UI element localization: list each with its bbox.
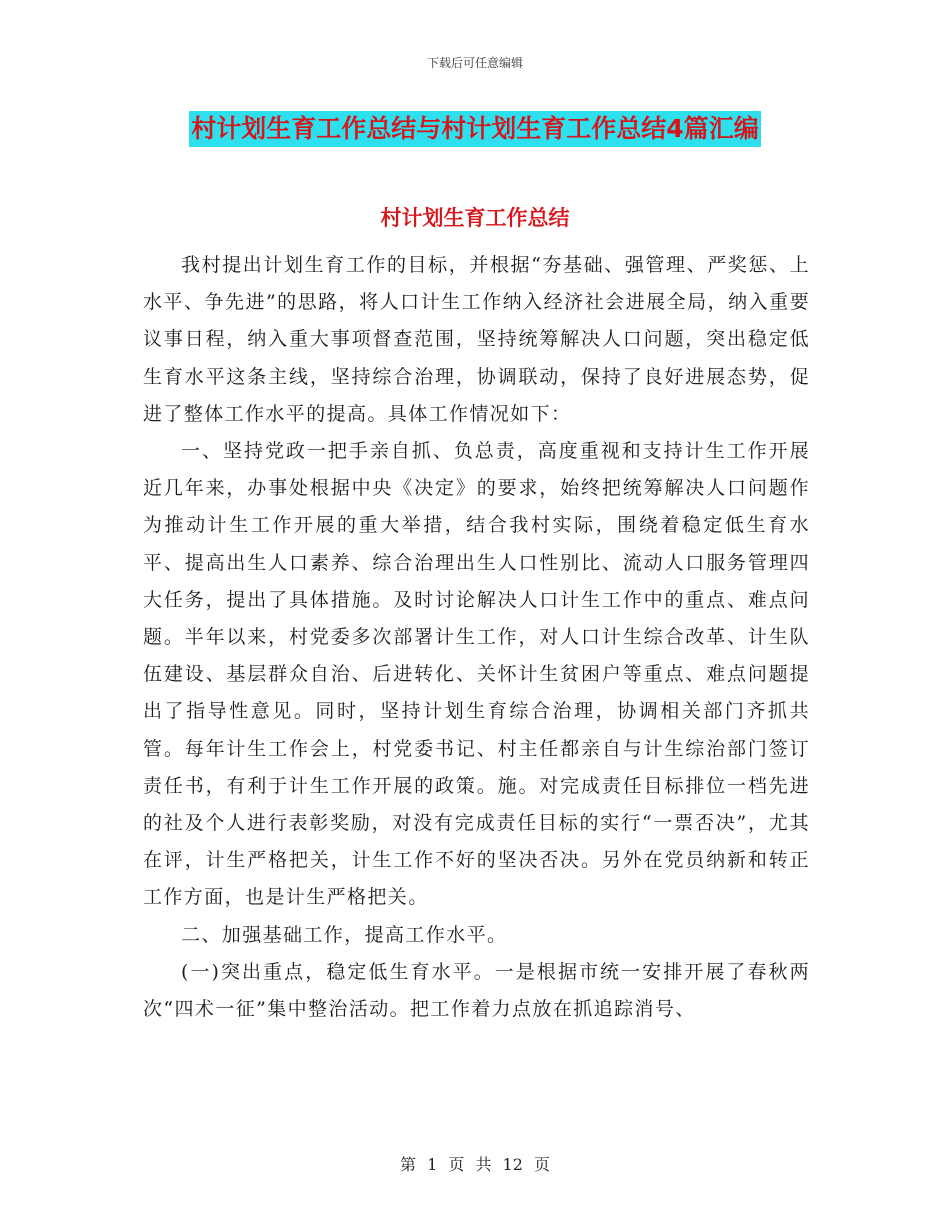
paragraph: (一)突出重点，稳定低生育水平。一是根据市统一安排开展了春秋两次“四术一征”集中整治活动。把工作着力点放在抓追踪消号、 — [143, 960, 810, 1021]
main-title-wrap — [0, 111, 950, 147]
paragraph: 一、坚持党政一把手亲自抓、负总责，高度重视和支持计生工作开展近几年来，办事处根据中央《决定》的要求，始终把统筹解决人口问题作为推动计生工作开展的重大举措，结合我村实际，围绕着稳定低生育水平、提高出生人口素养、综合治理出生人口性别比、流动人口服务管理四大任务，提出了具体措施。及时讨论解决人口计生工作中的重点、难点问题。半年以来，村党委多次部署计生工作，对人口计生综合改革、计生队伍建设、基层群众自治、后进转化、关怀计生贫困户等重点、难点问题提出了指导性意见。同时，坚持计划生育综合治理，协调相关部门齐抓共管。每年计生工作会上，村党委书记、村主任都亲自与计生综治部门签订责任书，有利于计生工作开展的政策。施。对完成责任目标排位一档先进的社及个人进行表彰奖励，对没有完成责任目标的实行“一票否决”，尤其在评，计生严格把关，计生工作不好的坚决否决。另外在党员纳新和转正工作方面，也是计生严格把关。 — [143, 440, 810, 909]
page-footer: 第 1 页 共 12 页 — [400, 1155, 550, 1174]
header-note: 下载后可任意编辑 — [426, 56, 523, 70]
document-body — [143, 247, 810, 1028]
document-title: 村计划生育工作总结与村计划生育工作总结4篇汇编 — [189, 111, 760, 147]
paragraph: 二、加强基础工作，提高工作水平。 — [181, 923, 508, 946]
paragraph: 我村提出计划生育工作的目标，并根据“夯基础、强管理、严奖惩、上水平、争先进”的思路，将人口计生工作纳入经济社会进展全局，纳入重要议事日程，纳入重大事项督查范围，坚持统筹解决人口问题，突出稳定低生育水平这条主线，坚持综合治理，协调联动，保持了良好进展态势，促进了整体工作水平的提高。具体工作情况如下： — [143, 254, 810, 425]
section-title: 村计划生育工作总结 — [380, 206, 570, 230]
